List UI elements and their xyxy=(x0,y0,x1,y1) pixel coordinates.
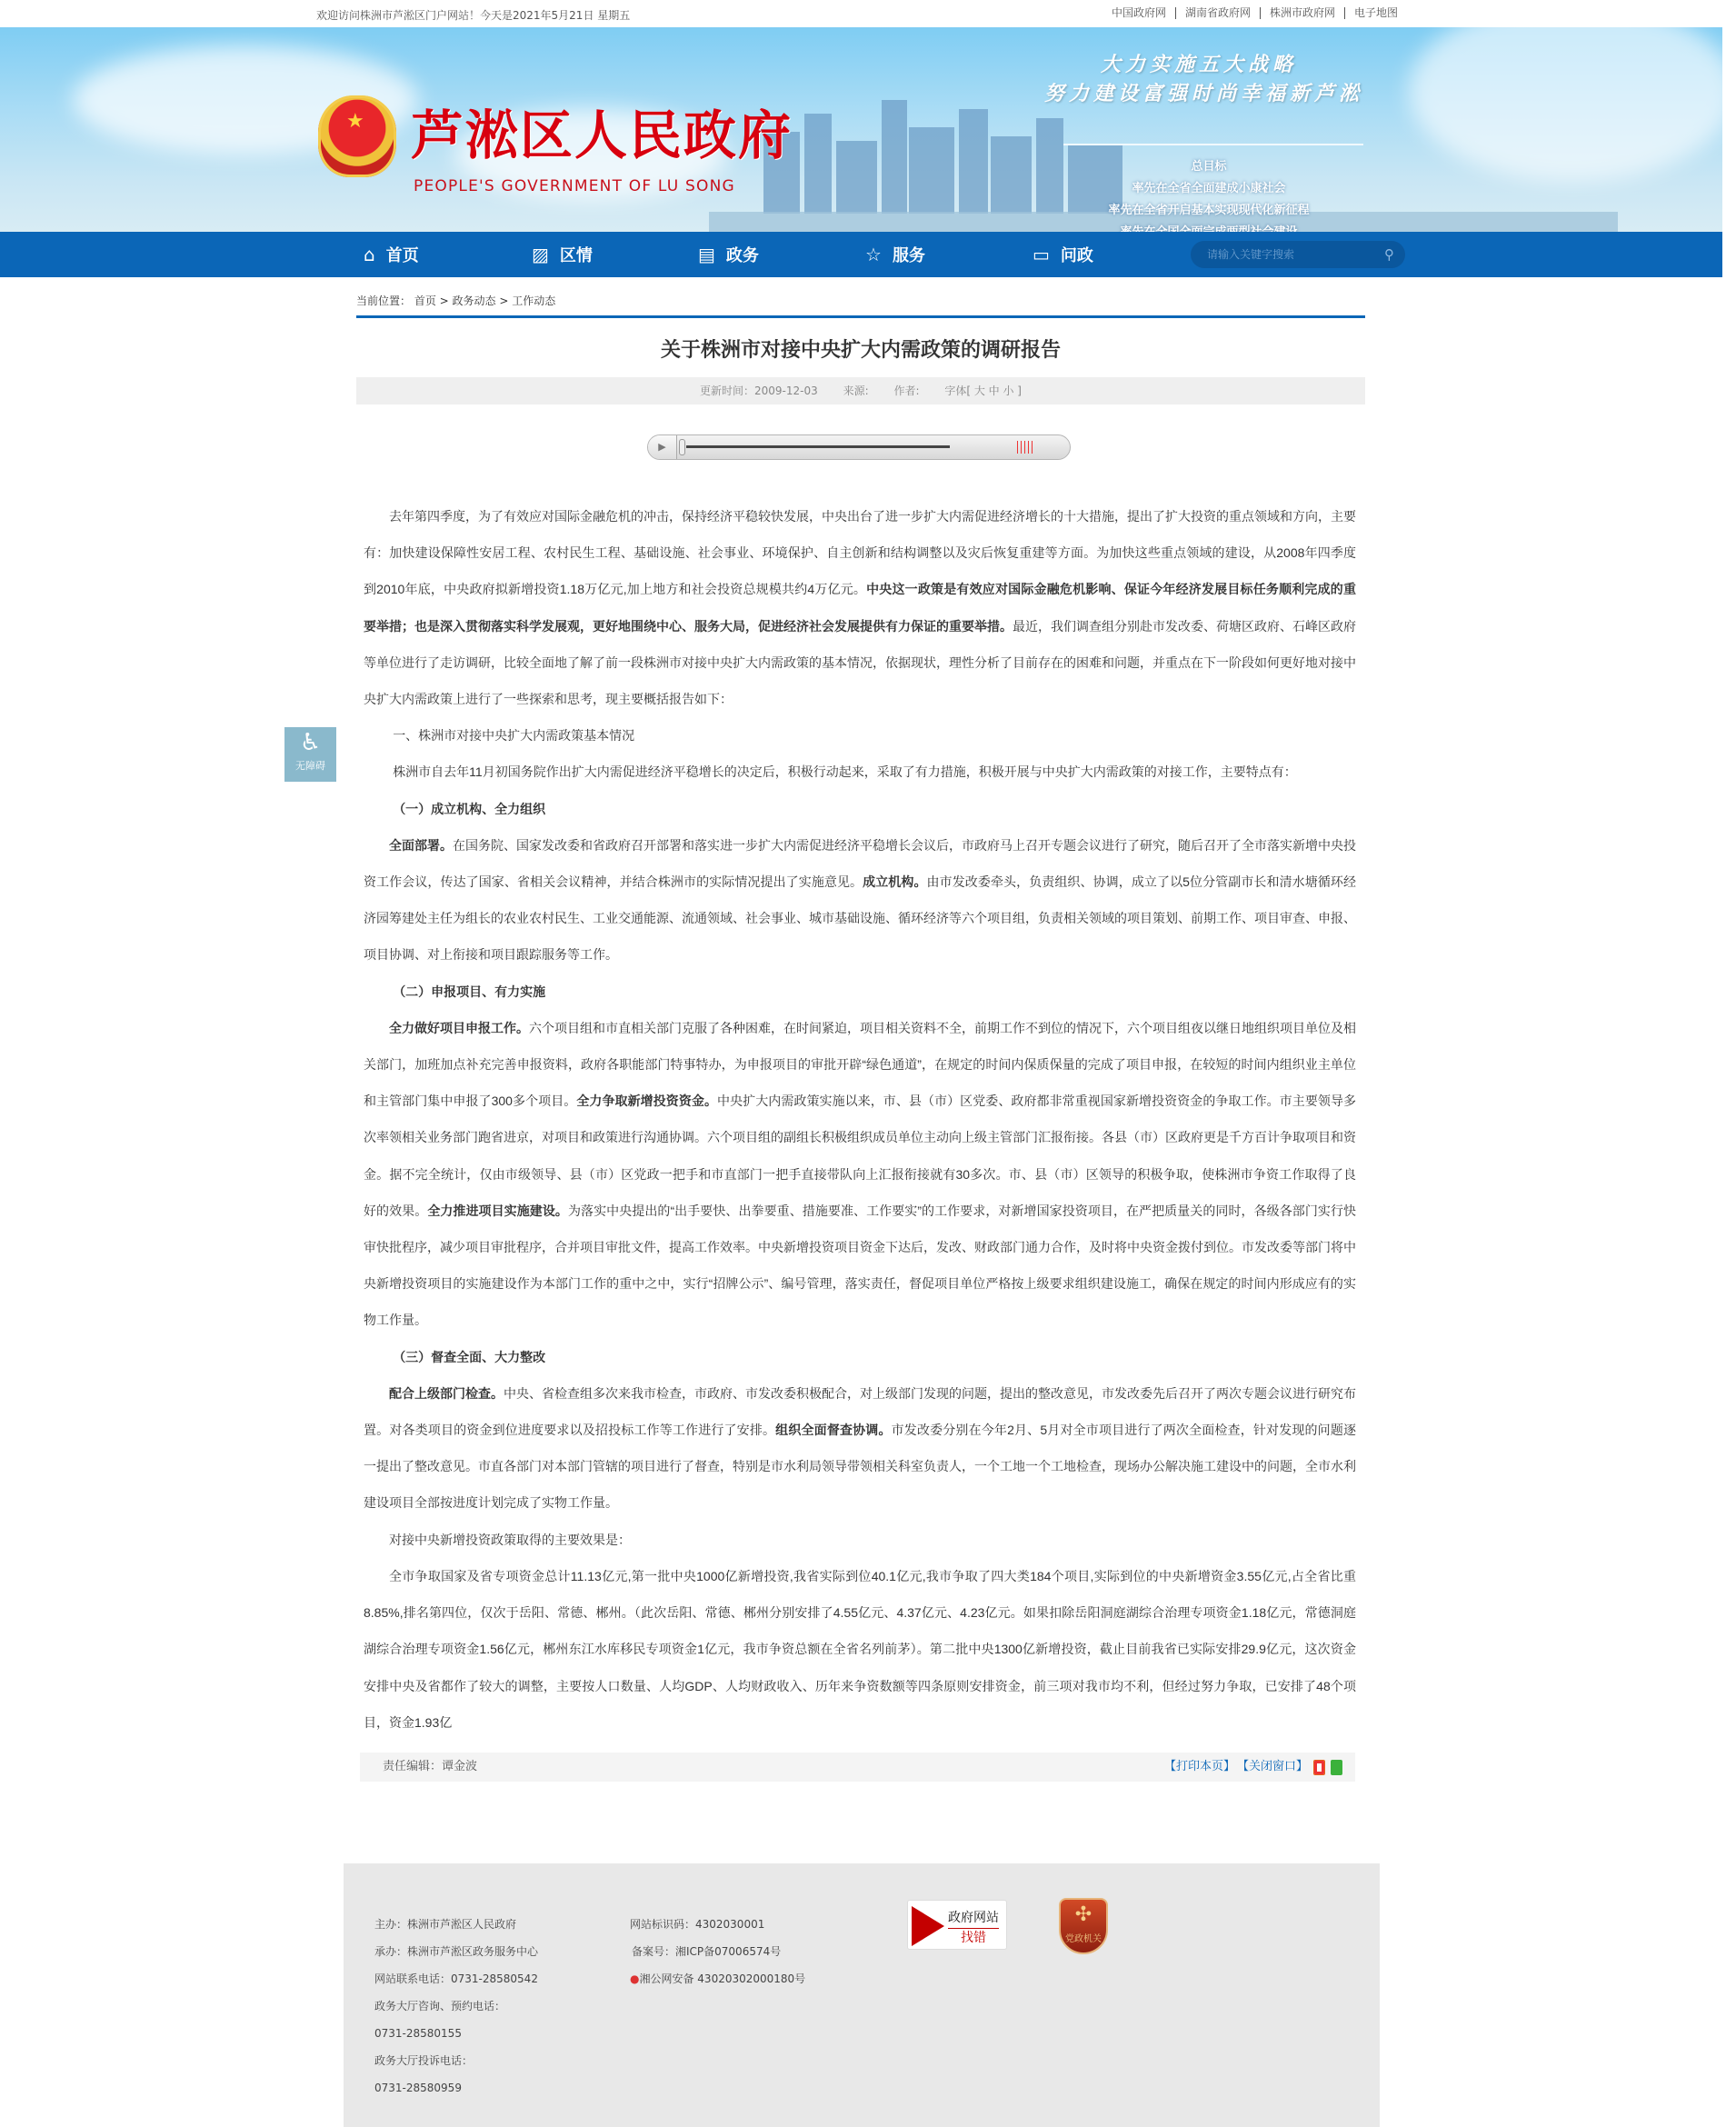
article-body xyxy=(364,498,1356,1741)
paragraph-text: 最近，我们调查组分别赴市发改委、荷塘区政府、石峰区政府等单位进行了走访调研，比较全面地了解了前一段株洲市对接中央扩大内需政策的基本情况，依据现状，理性分析了目前存在的困难和问题，并重点在下一阶段如何更好地对接中央扩大内需政策上进行了一些探索和思考，现主要概括报告如下： xyxy=(364,618,1356,707)
nav-label: 政务 xyxy=(725,246,759,265)
top-links xyxy=(1102,7,1398,19)
footer-phone: 网站联系电话：0731-28580542 xyxy=(374,1972,538,1985)
article-paragraph xyxy=(364,1522,1356,1558)
badge-text: 政府网站 xyxy=(948,1908,999,1929)
paragraph-text: 中央扩大内需政策实施以来，市、县（市）区党委、政府都非常重视国家新增投资资金的争取工作。市主要领导多次率领相关业务部门跑省进京，对项目和政策进行沟通协调。六个项目组的副组长积极组织成员单位主动向上级主管部门汇报衔接。各县（市）区政府更是千方百计争取项目和资金。据不完全统计，仅由市级领导、县（市）区党政一把手和市直部门一把手直接带队向上汇报衔接就有30多次。市、县（市）区领导的积极争取，使株洲市争资工作取得了良好的效果。 xyxy=(364,1093,1357,1218)
paragraph-text: 一、株洲市对接中央扩大内需政策基本情况 xyxy=(393,728,635,744)
paragraph-text: 由市发改委牵头，负责组织、协调，成立了以5位分管副市长和清水塘循环经济园筹建处主任为组长的农业农村民生、工业交通能源、流通领域、社会事业、城市基础设施、循环经济等六个项目组，负责相关领域的项目策划、前期工作、项目审查、申报、项目协调、对上衔接和项目跟踪服务等工作。 xyxy=(364,874,1356,963)
audio-player xyxy=(647,434,1071,460)
wheelchair-icon: ♿ xyxy=(299,729,322,756)
footer-hall-consult-phone: 0731-28580155 xyxy=(374,2027,462,2040)
footer-registration xyxy=(630,1911,805,1992)
link-zhuzhou-gov[interactable]: 株洲市政府网 xyxy=(1261,7,1345,19)
seek-handle[interactable] xyxy=(679,439,685,455)
article-paragraph xyxy=(364,1558,1356,1741)
nav-label: 问政 xyxy=(1060,246,1093,265)
link-china-gov[interactable]: 中国政府网 xyxy=(1102,7,1176,19)
main-nav xyxy=(0,232,1722,277)
breadcrumb-gov-news[interactable]: 政务动态 xyxy=(452,295,496,307)
site-id: 网站标识码：4302030001 xyxy=(630,1918,765,1931)
gov-site-error-report-badge[interactable] xyxy=(907,1900,1007,1950)
chat-icon: ▭ xyxy=(1033,244,1050,265)
article-footer-bar xyxy=(360,1753,1355,1782)
police-record[interactable] xyxy=(630,1965,805,1992)
footer-hall-complaint-phone: 0731-28580959 xyxy=(374,2082,462,2094)
article-paragraph xyxy=(364,717,1356,754)
print-page-link[interactable]: 【打印本页】 xyxy=(1163,1760,1235,1773)
breadcrumb-separator: > xyxy=(435,295,453,307)
goal-item: 率先在全省开启基本实现现代化新征程 xyxy=(1108,204,1310,217)
responsible-editor: 责任编辑：谭金波 xyxy=(383,1760,478,1773)
bold-lead: 成立机构。 xyxy=(863,874,927,890)
bold-lead: 配合上级部门检查。 xyxy=(389,1385,504,1401)
city-building xyxy=(882,100,907,214)
link-e-map[interactable]: 电子地图 xyxy=(1353,6,1398,19)
city-building xyxy=(909,127,954,214)
link-hunan-gov[interactable]: 湖南省政府网 xyxy=(1176,7,1261,19)
footer-organizer: 承办：株洲市芦淞区政务服务中心 xyxy=(374,1945,539,1958)
article-meta xyxy=(356,377,1365,404)
bold-lead: 中央这一政策是有效应对国际金融危机影响、保证今年经济发展目标任务顺利完成的重要举措；也是深入贯彻落实科学发展观，更好地围绕中心、服务大局，促进经济社会发展提供有力保证的重要举措。 xyxy=(364,582,1356,634)
font-size-switcher[interactable]: 字体[ 大 中 小 ] xyxy=(944,384,1022,397)
paragraph-text: 六个项目组和市直相关部门克服了各种困难，在时间紧迫，项目相关资料不全，前期工作不到位的情况下，六个项目组夜以继日地组织项目单位及相关部门，加班加点补充完善申报资料，政府各职能部门特事特办，为申报项目的审批开辟“绿色通道”，在规定的时间内保质保量的完成了项目申报，在较短的时间内组织业主单位和主管部门集中申报了300多个项目。 xyxy=(364,1020,1356,1109)
breadcrumb-prefix: 当前位置： xyxy=(356,295,412,307)
city-building xyxy=(1036,118,1063,214)
nav-district-info[interactable] xyxy=(532,232,593,277)
weibo-share-icon[interactable] xyxy=(1313,1760,1325,1775)
city-building xyxy=(836,141,877,214)
bold-lead: 全力争取新增投资资金。 xyxy=(576,1093,718,1109)
document-icon: ▤ xyxy=(698,244,715,265)
picture-icon: ▨ xyxy=(532,244,549,265)
star-icon: ☆ xyxy=(865,244,882,265)
site-title: 芦淞区人民政府 xyxy=(411,105,793,166)
slogan-line-2: 努力建设富强时尚幸福新芦淞 xyxy=(1043,82,1363,105)
badge-text: 党政机关 xyxy=(1065,1934,1102,1944)
search-icon[interactable]: ⚲ xyxy=(1384,246,1394,263)
paragraph-text: 在国务院、国家发改委和省政府召开部署和落实进一步扩大内需促进经济平稳增长会议后，市政府马上召开专题会议进行了研究，随后召开了全市落实新增中央投资工作会议，传达了国家、省相关会议精神，并结合株洲市的实际情况提出了实施意见。 xyxy=(364,837,1356,890)
article-paragraph xyxy=(364,1375,1356,1522)
breadcrumb xyxy=(356,293,555,308)
paragraph-text: 市发改委分别在今年2月、5月对全市项目进行了两次全面检查，针对发现的问题逐一提出了整改意见。市直各部门对本部门管辖的项目进行了督查，特别是市水利局领导带领相关科室负责人，一个工地一个工地检查，现场办公解决施工建设中的问题，全市水利建设项目全部按进度计划完成了实物工作量。 xyxy=(364,1423,1357,1511)
accessibility-label: 无障碍 xyxy=(295,760,325,772)
divider xyxy=(356,315,1365,318)
party-gov-agency-badge[interactable] xyxy=(1059,1898,1108,1954)
nav-services[interactable] xyxy=(865,232,925,277)
slogan-divider xyxy=(1063,144,1363,145)
source: 来源: xyxy=(843,384,869,397)
play-button[interactable]: ▶ xyxy=(648,435,677,459)
bold-lead: （三）督查全面、大力整改 xyxy=(393,1349,546,1364)
update-time: 更新时间：2009-12-03 xyxy=(700,384,818,397)
goal-item: 率先在全省全面建成小康社会 xyxy=(1132,182,1286,195)
police-badge-icon: ● xyxy=(630,1972,640,1985)
paragraph-text: 中央、省检查组多次来我市检查，市政府、市发改委积极配合，对上级部门发现的问题，提出的整改意见，市发改委先后召开了两次专题会议进行研究布置。对各类项目的资金到位进度要求以及招投标工作等工作进行了安排。 xyxy=(364,1385,1356,1438)
article-paragraph xyxy=(364,827,1356,974)
article-paragraph xyxy=(364,754,1356,790)
slogan-line-1: 大力实施五大战略 xyxy=(1100,53,1297,76)
nav-label: 服务 xyxy=(892,246,925,265)
icp-record[interactable]: 备案号：湘ICP备07006574号 xyxy=(632,1945,782,1958)
breadcrumb-separator: > xyxy=(495,295,513,307)
nav-inquiry[interactable] xyxy=(1033,232,1093,277)
bold-lead: （一）成立机构、全力组织 xyxy=(393,801,546,816)
section-heading xyxy=(364,1339,1356,1375)
bold-lead: 组织全面督查协调。 xyxy=(775,1423,892,1438)
welcome-text: 欢迎访问株洲市芦淞区门户网站！今天是2021年5月21日 星期五 xyxy=(316,9,631,22)
bold-lead: 全力做好项目申报工作。 xyxy=(389,1020,529,1035)
paragraph-text: 全市争取国家及省专项资金总计11.13亿元,第一批中央1000亿新增投资,我省实际到位40.1亿元,我市争取了四大类184个项目,实际到位的中央新增资金3.55亿元,占全省比重8.85%,排名第四位，仅次于岳阳、常德、郴州。（此次岳阳、常德、郴州分别安排了4.55亿元、4.37亿元、4.23亿元。如果扣除岳阳洞庭湖综合治理专项资金1.18亿元，常德洞庭湖综合治理专项资金1.56亿元，郴州东江水库移民专项资金1亿元，我市争资总额在全省名列前茅）。第二批中央1300亿新增投资，截止目前我省已实际安排29.9亿元，这次资金安排中央及省都作了较大的调整，主要按人口数量、人均GDP、人均财政收入、历年来争资数额等四条原则安排资金，前三项对我市均不利，但经过努力争取，已安排了48个项目，资金1.93亿 xyxy=(364,1568,1356,1730)
section-heading xyxy=(364,974,1356,1010)
breadcrumb-work-news[interactable]: 工作动态 xyxy=(512,295,556,307)
accessibility-button[interactable] xyxy=(284,727,336,782)
home-icon: ⌂ xyxy=(364,244,375,265)
bold-lead: 全力推进项目实施建设。 xyxy=(427,1203,568,1218)
article-paragraph xyxy=(364,1010,1356,1339)
goal-title: 总目标 xyxy=(1191,160,1227,174)
cloud-decoration xyxy=(1409,0,1736,182)
bold-lead: （二）申报项目、有力实施 xyxy=(393,984,546,999)
national-emblem-logo: ★ xyxy=(318,95,396,177)
author: 作者: xyxy=(893,384,920,397)
police-record-text: 湘公网安备 43020302000180号 xyxy=(639,1972,806,1985)
article-title: 关于株洲市对接中央扩大内需政策的调研报告 xyxy=(660,339,1061,362)
volume-icon[interactable] xyxy=(1017,441,1035,454)
section-heading xyxy=(364,791,1356,827)
close-window-link[interactable]: 【关闭窗口】 xyxy=(1236,1760,1308,1773)
paragraph-text: 去年第四季度，为了有效应对国际金融危机的冲击，保持经济平稳较快发展，中央出台了进一步扩大内需促进经济增长的十大措施，提出了扩大投资的重点领域和方向，主要有：加快建设保障性安居工程、农村民生工程、基础设施、社会事业、环境保护、自主创新和结构调整以及灾后恢复重建等方面。为加快这些重点领域的建设，从2008年四季度到2010年底，中央政府拟新增投资1.18万亿元,加上地方和社会投资总规模共约4万亿元。 xyxy=(364,509,1356,597)
paragraph-text: 为落实中央提出的“出手要快、出拳要重、措施要准、工作要实”的工作要求，对新增国家投资项目，在严把质量关的同时，各级各部门实行快审快批程序，减少项目审批程序，合并项目审批文件，提高工作效率。中央新增投资项目资金下达后，发改、财政部门通力合作，及时将中央资金拨付到位。市发改委等部门将中央新增投资项目的实施建设作为本部门工作的重中之中，实行“招牌公示”、编号管理，落实责任，督促项目单位严格按上级要求组织建设施工，确保在规定的时间内形成应有的实物工作量。 xyxy=(364,1203,1357,1328)
city-building xyxy=(991,136,1032,214)
footer-sponsor: 主办：株洲市芦淞区人民政府 xyxy=(374,1918,517,1931)
magnifier-icon xyxy=(912,1906,944,1946)
party-emblem-icon: ✣ xyxy=(1074,1903,1092,1926)
breadcrumb-home[interactable]: 首页 xyxy=(414,295,436,307)
badge-text: 找错 xyxy=(961,1931,986,1945)
goals-box xyxy=(1073,156,1345,244)
city-building xyxy=(804,114,832,214)
nav-home[interactable] xyxy=(364,232,419,277)
footer-hall-consult-label: 政务大厅咨询、预约电话： xyxy=(374,2000,506,2012)
footer-hall-complaint-label: 政务大厅投诉电话： xyxy=(374,2054,474,2067)
paragraph-text: 株洲市自去年11月初国务院作出扩大内需促进经济平稳增长的决定后，积极行动起来，采取了有力措施，积极开展与中央扩大内需政策的对接工作，主要特点有： xyxy=(393,764,1297,780)
bold-lead: 全面部署。 xyxy=(389,837,453,853)
nav-label: 区情 xyxy=(559,246,593,265)
search-input[interactable] xyxy=(1207,248,1384,261)
header-banner xyxy=(0,27,1722,232)
seek-bar[interactable] xyxy=(686,445,950,448)
article-actions xyxy=(1164,1753,1342,1782)
city-building xyxy=(959,109,988,214)
nav-government-affairs[interactable] xyxy=(698,232,759,277)
site-subtitle: PEOPLE'S GOVERNMENT OF LU SONG xyxy=(414,177,735,195)
article-paragraph xyxy=(364,498,1356,717)
search-box xyxy=(1191,241,1405,268)
nav-label: 首页 xyxy=(385,246,419,265)
footer xyxy=(344,1863,1380,2127)
wechat-share-icon[interactable] xyxy=(1331,1760,1342,1775)
footer-info xyxy=(374,1911,538,2102)
paragraph-text: 对接中央新增投资政策取得的主要效果是： xyxy=(389,1532,631,1547)
